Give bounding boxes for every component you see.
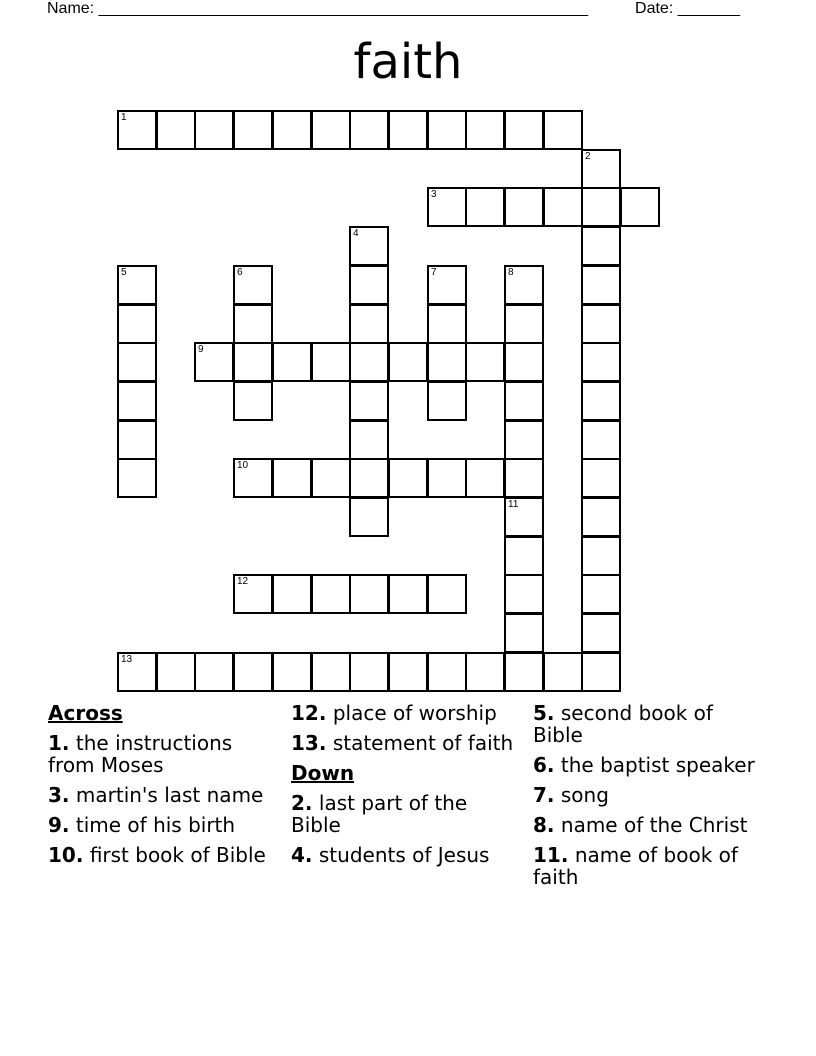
grid-cell[interactable] — [311, 110, 351, 150]
grid-cell[interactable] — [427, 110, 467, 150]
grid-cell[interactable] — [349, 381, 389, 421]
grid-cell[interactable] — [388, 458, 428, 498]
grid-cell[interactable] — [543, 652, 583, 692]
date-field[interactable]: Date: _______ — [635, 0, 740, 17]
grid-cell[interactable] — [427, 652, 467, 692]
grid-cell[interactable] — [117, 342, 157, 382]
clue-down-11: 11. name of book of faith — [533, 843, 738, 889]
grid-cell[interactable] — [117, 420, 157, 460]
clue-down-4: 4. students of Jesus — [291, 843, 490, 867]
grid-cell[interactable] — [272, 342, 312, 382]
grid-cell[interactable] — [581, 187, 621, 227]
grid-cell[interactable] — [581, 381, 621, 421]
grid-cell[interactable] — [349, 497, 389, 537]
cell-number: 5 — [121, 267, 127, 278]
cell-number: 4 — [353, 228, 359, 239]
page-title: faith — [353, 34, 463, 90]
grid-cell[interactable] — [581, 226, 621, 266]
grid-cell[interactable] — [504, 187, 544, 227]
grid-cell[interactable] — [349, 110, 389, 150]
grid-cell[interactable] — [233, 110, 273, 150]
grid-cell[interactable] — [581, 420, 621, 460]
grid-cell[interactable] — [117, 458, 157, 498]
grid-cell[interactable] — [117, 381, 157, 421]
name-field[interactable]: Name: _______________________________________________________ — [47, 0, 588, 17]
cell-number: 12 — [237, 576, 249, 587]
grid-cell[interactable] — [504, 652, 544, 692]
grid-cell[interactable] — [117, 110, 157, 150]
grid-cell[interactable] — [543, 110, 583, 150]
grid-cell[interactable] — [117, 265, 157, 305]
grid-cell[interactable] — [349, 652, 389, 692]
clue-down-8: 8. name of the Christ — [533, 813, 748, 837]
grid-cell[interactable] — [349, 226, 389, 266]
grid-cell[interactable] — [388, 342, 428, 382]
cell-number: 13 — [121, 654, 133, 665]
cell-number: 10 — [237, 460, 249, 471]
grid-cell[interactable] — [504, 420, 544, 460]
grid-cell[interactable] — [349, 342, 389, 382]
grid-cell[interactable] — [581, 342, 621, 382]
clue-across-3: 3. martin's last name — [48, 783, 264, 807]
grid-cell[interactable] — [581, 458, 621, 498]
cell-number: 1 — [121, 112, 127, 123]
grid-cell[interactable] — [233, 652, 273, 692]
cell-number: 11 — [508, 499, 519, 510]
cell-number: 2 — [585, 151, 591, 162]
grid-cell[interactable] — [233, 304, 273, 344]
grid-cell[interactable] — [349, 265, 389, 305]
clue-across-10: 10. first book of Bible — [48, 843, 266, 867]
grid-cell[interactable] — [233, 381, 273, 421]
clue-down-6: 6. the baptist speaker — [533, 753, 755, 777]
grid-cell[interactable] — [349, 458, 389, 498]
grid-cell[interactable] — [427, 304, 467, 344]
grid-cell[interactable] — [465, 458, 505, 498]
cell-number: 9 — [198, 344, 204, 355]
grid-cell[interactable] — [388, 110, 428, 150]
grid-cell[interactable] — [504, 497, 544, 537]
grid-cell[interactable] — [504, 574, 544, 614]
grid-cell[interactable] — [272, 110, 312, 150]
grid-cell[interactable] — [465, 187, 505, 227]
grid-cell[interactable] — [427, 265, 467, 305]
clue-across-13: 13. statement of faith — [291, 731, 514, 755]
grid-cell[interactable] — [272, 574, 312, 614]
grid-cell[interactable] — [194, 110, 234, 150]
grid-cell[interactable] — [233, 265, 273, 305]
clue-down-2: 2. last part of the Bible — [291, 791, 468, 837]
grid-cell[interactable] — [465, 342, 505, 382]
grid-cell[interactable] — [504, 381, 544, 421]
clue-across-9: 9. time of his birth — [48, 813, 236, 837]
grid-cell[interactable] — [504, 342, 544, 382]
grid-cell[interactable] — [581, 613, 621, 653]
grid-cell[interactable] — [581, 574, 621, 614]
cell-number: 7 — [431, 267, 437, 278]
grid-cell[interactable] — [465, 652, 505, 692]
grid-cell[interactable] — [233, 342, 273, 382]
grid-cell[interactable] — [504, 458, 544, 498]
grid-cell[interactable] — [117, 304, 157, 344]
grid-cell[interactable] — [581, 536, 621, 576]
grid-cell[interactable] — [504, 110, 544, 150]
grid-cell[interactable] — [311, 458, 351, 498]
grid-cell[interactable] — [272, 652, 312, 692]
grid-cell[interactable] — [504, 536, 544, 576]
grid-cell[interactable] — [349, 304, 389, 344]
down-heading: Down — [291, 761, 355, 785]
grid-cell[interactable] — [194, 342, 234, 382]
grid-cell[interactable] — [504, 613, 544, 653]
clue-across-1: 1. the instructions from Moses — [48, 731, 233, 777]
clues-column-2 — [291, 702, 516, 874]
clues-column-3 — [533, 702, 758, 896]
grid-cell[interactable] — [620, 187, 660, 227]
grid-cell[interactable] — [465, 110, 505, 150]
grid-cell[interactable] — [504, 265, 544, 305]
grid-cell[interactable] — [427, 342, 467, 382]
grid-cell[interactable] — [427, 574, 467, 614]
grid-cell[interactable] — [194, 652, 234, 692]
grid-cell[interactable] — [427, 381, 467, 421]
grid-cell[interactable] — [233, 574, 273, 614]
grid-cell[interactable] — [311, 652, 351, 692]
grid-cell[interactable] — [388, 652, 428, 692]
grid-cell[interactable] — [581, 497, 621, 537]
clue-down-5: 5. second book of Bible — [533, 701, 713, 747]
grid-cell[interactable] — [581, 304, 621, 344]
grid-cell[interactable] — [311, 574, 351, 614]
clue-across-12: 12. place of worship — [291, 701, 497, 725]
clue-down-7: 7. song — [533, 783, 609, 807]
grid-cell[interactable] — [349, 574, 389, 614]
grid-cell[interactable] — [311, 342, 351, 382]
grid-cell[interactable] — [233, 458, 273, 498]
cell-number: 3 — [431, 189, 437, 200]
grid-cell[interactable] — [156, 110, 196, 150]
grid-cell[interactable] — [543, 187, 583, 227]
grid-cell[interactable] — [349, 420, 389, 460]
across-heading: Across — [48, 701, 123, 725]
grid-cell[interactable] — [504, 304, 544, 344]
grid-cell[interactable] — [117, 652, 157, 692]
cell-number: 6 — [237, 267, 243, 278]
grid-cell[interactable] — [581, 652, 621, 692]
grid-cell[interactable] — [156, 652, 196, 692]
grid-cell[interactable] — [388, 574, 428, 614]
grid-cell[interactable] — [427, 187, 467, 227]
cell-number: 8 — [508, 267, 514, 278]
grid-cell[interactable] — [581, 149, 621, 189]
grid-cell[interactable] — [427, 458, 467, 498]
clues-column-1 — [48, 702, 273, 874]
grid-cell[interactable] — [581, 265, 621, 305]
grid-cell[interactable] — [272, 458, 312, 498]
